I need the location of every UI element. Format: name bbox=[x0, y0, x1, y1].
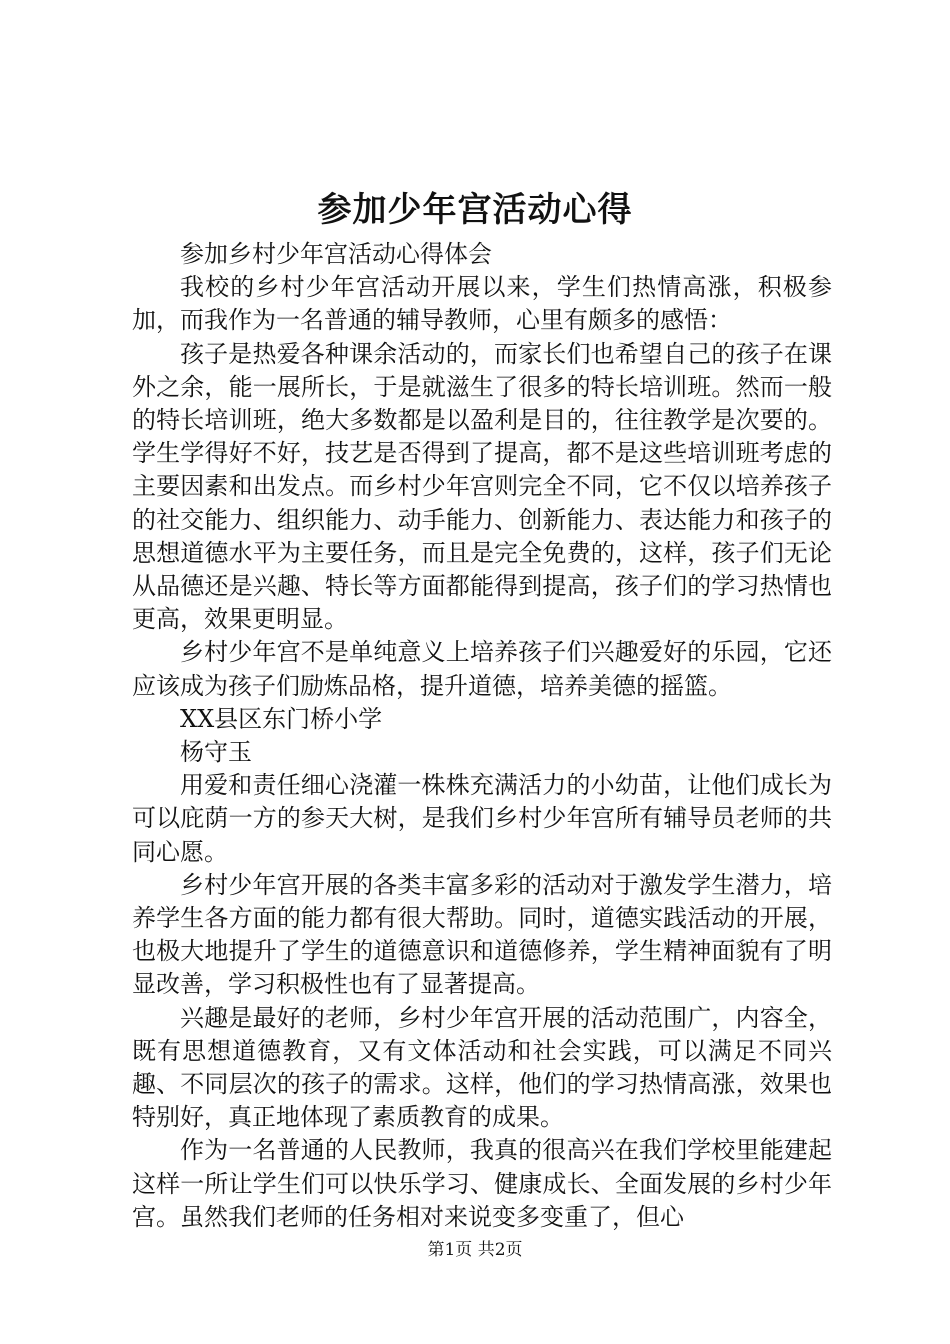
body-paragraph: 乡村少年宫开展的各类丰富多彩的活动对于激发学生潜力，培养学生各方面的能力都有很大帮助。同时，道德实践活动的开展，也极大地提升了学生的道德意识和道德修养，学生精神面貌有了明显改善，学习积极性也有了显著提高。 bbox=[132, 870, 832, 999]
author-name: 杨守玉 bbox=[180, 738, 252, 767]
body-paragraph: 我校的乡村少年宫活动开展以来，学生们热情高涨，积极参加，而我作为一名普通的辅导教师，心里有颇多的感悟： bbox=[132, 273, 832, 335]
body-paragraph: 乡村少年宫不是单纯意义上培养孩子们兴趣爱好的乐园，它还应该成为孩子们励炼品格，提升道德，培养美德的摇篮。 bbox=[132, 638, 832, 700]
body-paragraph: 作为一名普通的人民教师，我真的很高兴在我们学校里能建起这样一所让学生们可以快乐学习、健康成长、全面发展的乡村少年宫。虽然我们老师的任务相对来说变多变重了，但心 bbox=[132, 1136, 832, 1231]
document-title: 参加少年宫活动心得 bbox=[317, 190, 633, 230]
subtitle-paragraph: 参加乡村少年宫活动心得体会 bbox=[180, 240, 492, 268]
school-name: XX县区东门桥小学 bbox=[180, 704, 383, 733]
document-body bbox=[132, 238, 832, 1234]
body-paragraph: 孩子是热爱各种课余活动的，而家长们也希望自己的孩子在课外之余，能一展所长，于是就滋生了很多的特长培训班。然而一般的特长培训班，绝大多数都是以盈利是目的，往往教学是次要的。学生学得好不好，技艺是否得到了提高，都不是这些培训班考虑的主要因素和出发点。而乡村少年宫则完全不同，它不仅以培养孩子的社交能力、组织能力、动手能力、创新能力、表达能力和孩子的思想道德水平为主要任务，而且是完全免费的，这样，孩子们无论从品德还是兴趣、特长等方面都能得到提高，孩子们的学习热情也更高，效果更明显。 bbox=[132, 339, 832, 634]
page-number-footer: 第1页 共2页 bbox=[427, 1240, 523, 1260]
body-paragraph: 用爱和责任细心浇灌一株株充满活力的小幼苗，让他们成长为可以庇荫一方的参天大树，是我们乡村少年宫所有辅导员老师的共同心愿。 bbox=[132, 771, 832, 866]
body-paragraph: 兴趣是最好的老师，乡村少年宫开展的活动范围广，内容全，既有思想道德教育，又有文体活动和社会实践，可以满足不同兴趣、不同层次的孩子的需求。这样，他们的学习热情高涨，效果也特别好，真正地体现了素质教育的成果。 bbox=[132, 1003, 832, 1132]
